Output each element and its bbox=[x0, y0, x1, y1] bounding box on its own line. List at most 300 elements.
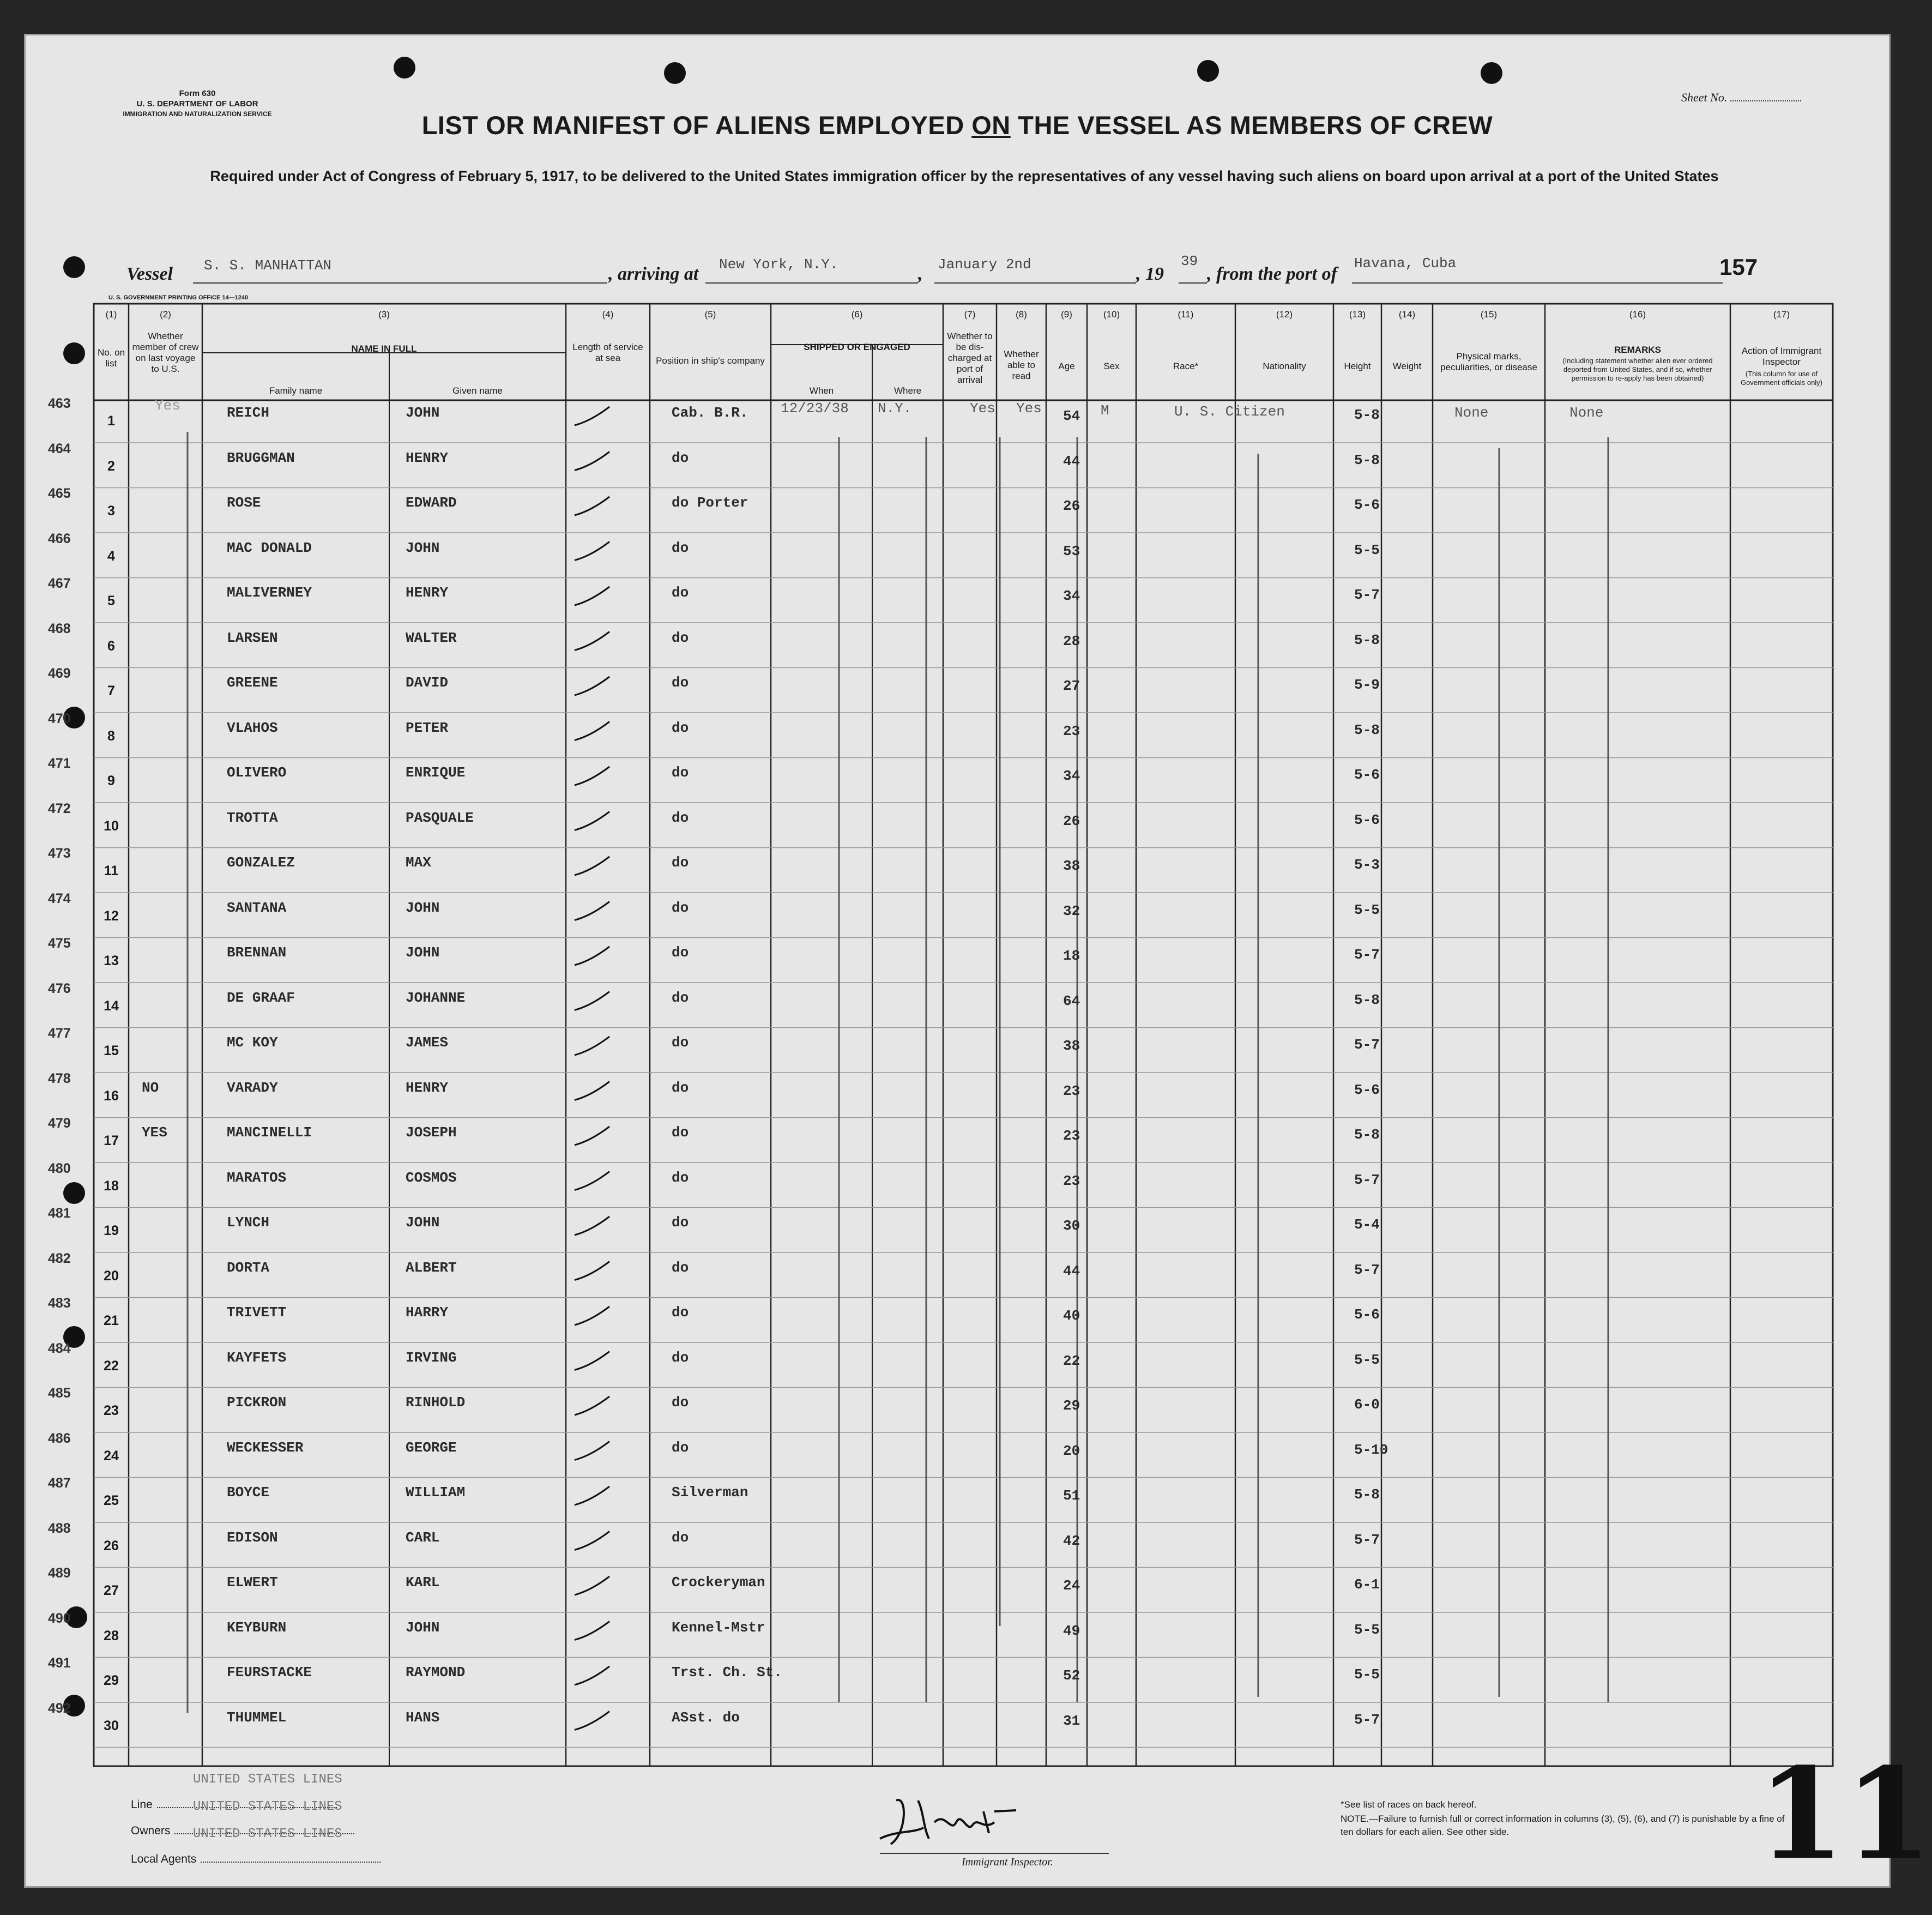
manifest-number: 474 bbox=[48, 890, 71, 906]
family-name: THUMMEL bbox=[227, 1709, 287, 1726]
given-name: COSMOS bbox=[406, 1169, 457, 1186]
manifest-sheet bbox=[24, 34, 1932, 1888]
col-num-16: (16) bbox=[1629, 309, 1646, 320]
height: 5-7 bbox=[1354, 1261, 1380, 1278]
header-discharged: Whether to be dis-charged at port of arrival bbox=[947, 331, 993, 385]
age: 52 bbox=[1063, 1667, 1080, 1684]
col-num-14: (14) bbox=[1398, 309, 1416, 320]
service-check-mark bbox=[575, 497, 609, 515]
col-num-8: (8) bbox=[1016, 309, 1027, 320]
height: 5-3 bbox=[1354, 857, 1380, 873]
height: 5-8 bbox=[1354, 451, 1380, 468]
arriving-label: , arriving at bbox=[608, 264, 699, 284]
given-name: RINHOLD bbox=[406, 1394, 466, 1411]
col-num-5: (5) bbox=[704, 309, 716, 320]
family-name: BOYCE bbox=[227, 1484, 270, 1501]
col-num-10: (10) bbox=[1103, 309, 1120, 320]
height: 5-6 bbox=[1354, 811, 1380, 828]
line-number: 18 bbox=[104, 1178, 119, 1194]
line-number: 5 bbox=[107, 593, 115, 609]
family-name: LARSEN bbox=[227, 629, 278, 646]
line-number: 29 bbox=[104, 1673, 119, 1688]
line-number: 11 bbox=[104, 863, 119, 878]
family-name: GONZALEZ bbox=[227, 854, 295, 871]
family-name: DORTA bbox=[227, 1259, 270, 1276]
height: 5-8 bbox=[1354, 991, 1380, 1008]
age: 27 bbox=[1063, 678, 1080, 694]
height: 5-8 bbox=[1354, 1486, 1380, 1503]
height: 5-7 bbox=[1354, 1037, 1380, 1053]
family-name: DE GRAAF bbox=[227, 989, 295, 1006]
header-height: Height bbox=[1344, 361, 1371, 371]
given-name: HENRY bbox=[406, 1079, 449, 1096]
position: do bbox=[672, 989, 689, 1006]
vessel-line: Vessel S. S. MANHATTAN , arriving at New York, N.Y. , January 2nd , 19 39 , from the port of Havana, Cuba 157 bbox=[126, 253, 1758, 284]
given-name: GEORGE bbox=[406, 1439, 457, 1456]
service-check-mark bbox=[575, 1622, 609, 1640]
line-number: 28 bbox=[104, 1628, 119, 1643]
header-inspector-note: (This column for use of Government officials only) bbox=[1740, 370, 1823, 387]
col-num-1: (1) bbox=[105, 309, 117, 320]
service-check-mark bbox=[575, 1486, 609, 1505]
position: do bbox=[672, 719, 689, 736]
discharged-value: Yes bbox=[970, 400, 995, 417]
inspector-label: Immigrant Inspector. bbox=[962, 1856, 1053, 1868]
col-num-11: (11) bbox=[1178, 309, 1194, 320]
service-check-mark bbox=[575, 1172, 609, 1190]
line-number: 12 bbox=[104, 908, 119, 924]
manifest-number: 487 bbox=[48, 1476, 71, 1491]
service-check-mark bbox=[575, 632, 609, 651]
age: 23 bbox=[1063, 1128, 1080, 1144]
service-check-mark bbox=[575, 587, 609, 605]
service-check-mark bbox=[575, 1532, 609, 1550]
height: 5-8 bbox=[1354, 631, 1380, 648]
position: do bbox=[672, 1124, 689, 1141]
age: 20 bbox=[1063, 1442, 1080, 1459]
races-note: *See list of races on back hereof. bbox=[1341, 1799, 1477, 1810]
year-prefix: , 19 bbox=[1136, 264, 1164, 284]
age: 26 bbox=[1063, 498, 1080, 514]
position: do bbox=[672, 1439, 689, 1456]
col-num-15: (15) bbox=[1480, 309, 1498, 320]
header-sex: Sex bbox=[1103, 361, 1120, 371]
given-name: EDWARD bbox=[406, 495, 457, 511]
age: 44 bbox=[1063, 1262, 1080, 1279]
manifest-number: 469 bbox=[48, 666, 71, 681]
given-name: HENRY bbox=[406, 585, 449, 601]
given-name: JOHN bbox=[406, 944, 440, 961]
height: 5-7 bbox=[1354, 1711, 1380, 1728]
col-num-13: (13) bbox=[1349, 309, 1366, 320]
line-number: 19 bbox=[104, 1223, 119, 1238]
height: 6-0 bbox=[1354, 1396, 1380, 1413]
service-name: IMMIGRATION AND NATURALIZATION SERVICE bbox=[123, 110, 272, 118]
race-nationality-value: U. S. Citizen bbox=[1174, 404, 1285, 420]
line-number: 21 bbox=[104, 1313, 119, 1328]
age: 44 bbox=[1063, 453, 1080, 469]
height: 5-7 bbox=[1354, 947, 1380, 963]
given-name: ENRIQUE bbox=[406, 764, 466, 781]
header-given-name: Given name bbox=[452, 386, 503, 396]
from-port: Havana, Cuba bbox=[1354, 255, 1457, 272]
line-value: UNITED STATES LINES bbox=[193, 1772, 342, 1787]
family-name: KEYBURN bbox=[227, 1619, 287, 1636]
family-name: MANCINELLI bbox=[227, 1124, 312, 1141]
page-number-stamp: 11 bbox=[1758, 1741, 1932, 1888]
agents-value: UNITED STATES LINES bbox=[193, 1827, 342, 1841]
given-name: JOHN bbox=[406, 1619, 440, 1636]
service-check-mark bbox=[575, 992, 609, 1010]
line-number: 27 bbox=[104, 1583, 119, 1598]
family-name: MC KOY bbox=[227, 1034, 278, 1051]
position: Kennel-Mstr bbox=[672, 1619, 765, 1636]
height: 5-7 bbox=[1354, 1531, 1380, 1548]
family-name: ROSE bbox=[227, 495, 261, 511]
position: Cab. B.R. bbox=[672, 405, 748, 421]
service-check-mark bbox=[575, 1037, 609, 1055]
given-name: HANS bbox=[406, 1709, 440, 1726]
manifest-number: 480 bbox=[48, 1160, 71, 1176]
manifest-number: 470 bbox=[48, 710, 71, 726]
header-physical-marks: Physical marks, peculiarities, or disease bbox=[1440, 351, 1537, 372]
given-name: JOHN bbox=[406, 539, 440, 556]
position: do bbox=[672, 539, 689, 556]
age: 23 bbox=[1063, 722, 1080, 739]
family-name: MAC DONALD bbox=[227, 539, 312, 556]
family-name: SANTANA bbox=[227, 899, 287, 916]
service-check-mark bbox=[575, 407, 609, 425]
family-name: OLIVERO bbox=[227, 764, 287, 781]
header-position: Position in ship's company bbox=[656, 356, 765, 366]
family-name: WECKESSER bbox=[227, 1439, 304, 1456]
line-number: 8 bbox=[107, 728, 115, 744]
manifest-number: 483 bbox=[48, 1296, 71, 1311]
crew-last-voyage: NO bbox=[142, 1079, 159, 1096]
age: 54 bbox=[1063, 408, 1080, 424]
given-name: PETER bbox=[406, 719, 449, 736]
family-name: MALIVERNEY bbox=[227, 585, 312, 601]
header-length-of-service: Length of service at sea bbox=[572, 342, 643, 363]
height: 5-4 bbox=[1354, 1217, 1380, 1233]
position: do bbox=[672, 854, 689, 871]
given-name: JOHN bbox=[406, 405, 440, 421]
line-number: 7 bbox=[107, 683, 115, 698]
family-name: BRUGGMAN bbox=[227, 449, 295, 466]
able-to-read-value: Yes bbox=[1016, 400, 1042, 417]
line-number: 2 bbox=[107, 458, 115, 474]
given-name: WILLIAM bbox=[406, 1484, 466, 1501]
crew-last-voyage: YES bbox=[142, 1124, 167, 1141]
service-check-mark bbox=[575, 1262, 609, 1280]
line-number: 10 bbox=[104, 818, 119, 834]
manifest-number: 484 bbox=[48, 1340, 71, 1356]
line-number: 26 bbox=[104, 1538, 119, 1553]
col-num-4: (4) bbox=[602, 309, 614, 320]
height: 5-6 bbox=[1354, 497, 1380, 513]
line-number: 4 bbox=[107, 548, 115, 564]
header-family-name: Family name bbox=[269, 386, 323, 396]
manifest-number: 492 bbox=[48, 1700, 71, 1716]
given-name: HARRY bbox=[406, 1304, 449, 1321]
header-name-in-full: NAME IN FULL bbox=[351, 344, 417, 354]
family-name: EDISON bbox=[227, 1529, 278, 1546]
line-number: 17 bbox=[104, 1133, 119, 1148]
height: 5-10 bbox=[1354, 1441, 1388, 1458]
service-check-mark bbox=[575, 1306, 609, 1325]
col-num-17: (17) bbox=[1773, 309, 1790, 320]
position: do bbox=[672, 1529, 689, 1546]
family-name: GREENE bbox=[227, 675, 278, 691]
position: do bbox=[672, 1394, 689, 1411]
position: Trst. Ch. St. bbox=[672, 1664, 782, 1681]
age: 64 bbox=[1063, 992, 1080, 1009]
printing-office-note: U. S. GOVERNMENT PRINTING OFFICE 14—1240 bbox=[108, 294, 249, 301]
service-check-mark bbox=[575, 1352, 609, 1370]
position: do bbox=[672, 944, 689, 961]
height: 5-7 bbox=[1354, 1171, 1380, 1188]
position: ASst. do bbox=[672, 1709, 740, 1726]
line-number: 1 bbox=[107, 413, 115, 429]
position: do bbox=[672, 1169, 689, 1186]
service-check-mark bbox=[575, 1217, 609, 1235]
position: do bbox=[672, 629, 689, 646]
position: do bbox=[672, 1304, 689, 1321]
height: 5-8 bbox=[1354, 407, 1380, 423]
sex-value: M bbox=[1101, 402, 1109, 419]
arrival-date: January 2nd bbox=[938, 256, 1031, 273]
line-number: 23 bbox=[104, 1403, 119, 1418]
page-subtitle: Required under Act of Congress of February 5, 1917, to be delivered to the United States immigration officer by the representatives of any vessel having such aliens on board upon arrival at a port of the United States bbox=[210, 168, 1719, 184]
line-label-text: Line bbox=[131, 1798, 153, 1811]
height: 5-9 bbox=[1354, 677, 1380, 693]
agents-label-text: Local Agents bbox=[131, 1853, 197, 1865]
header-inspector-action: Action of Immigrant Inspector bbox=[1741, 346, 1822, 367]
manifest-number: 490 bbox=[48, 1610, 71, 1626]
header-shipped-engaged: SHIPPED OR ENGAGED bbox=[804, 342, 910, 352]
manifest-number: 482 bbox=[48, 1250, 71, 1266]
shipped-when: 12/23/38 bbox=[781, 400, 849, 417]
position: do bbox=[672, 1079, 689, 1096]
family-name: VLAHOS bbox=[227, 719, 278, 736]
position: do bbox=[672, 1349, 689, 1366]
given-name: JOHANNE bbox=[406, 989, 466, 1006]
line-number: 3 bbox=[107, 503, 115, 519]
manifest-number: 479 bbox=[48, 1116, 71, 1131]
position: do bbox=[672, 764, 689, 781]
age: 23 bbox=[1063, 1082, 1080, 1099]
agents-label bbox=[131, 1853, 381, 1866]
position: do bbox=[672, 585, 689, 601]
family-name: VARADY bbox=[227, 1079, 278, 1096]
header-last-voyage: Whether member of crew on last voyage to U.S. bbox=[132, 331, 199, 374]
height: 5-5 bbox=[1354, 901, 1380, 918]
col-num-12: (12) bbox=[1276, 309, 1293, 320]
position: Crockeryman bbox=[672, 1574, 765, 1591]
height: 5-5 bbox=[1354, 1351, 1380, 1368]
given-name: IRVING bbox=[406, 1349, 457, 1366]
line-number: 16 bbox=[104, 1088, 119, 1104]
height: 6-1 bbox=[1354, 1576, 1380, 1593]
physical-marks-value: None bbox=[1454, 405, 1489, 421]
age: 51 bbox=[1063, 1488, 1080, 1504]
age: 38 bbox=[1063, 858, 1080, 874]
service-check-mark bbox=[575, 857, 609, 875]
age: 49 bbox=[1063, 1622, 1080, 1639]
family-name: BRENNAN bbox=[227, 944, 287, 961]
line-number: 24 bbox=[104, 1448, 119, 1464]
age: 40 bbox=[1063, 1308, 1080, 1324]
line-number: 13 bbox=[104, 953, 119, 968]
arrival-year: 39 bbox=[1181, 253, 1198, 269]
title-part: THE VESSEL AS MEMBERS OF CREW bbox=[1010, 111, 1493, 140]
service-check-mark bbox=[575, 812, 609, 830]
penalty-note: NOTE.—Failure to furnish full or correct information in columns (3), (5), (6), and (7) is punishable by a fine of ten dollars for each alien. See other side. bbox=[1341, 1814, 1785, 1837]
given-name: JOHN bbox=[406, 1214, 440, 1231]
line-number: 15 bbox=[104, 1043, 119, 1058]
manifest-number: 475 bbox=[48, 936, 71, 951]
height: 5-6 bbox=[1354, 767, 1380, 783]
service-check-mark bbox=[575, 767, 609, 785]
service-check-mark bbox=[575, 1576, 609, 1595]
family-name: MARATOS bbox=[227, 1169, 287, 1186]
position: do Porter bbox=[672, 495, 748, 511]
col-num-9: (9) bbox=[1061, 309, 1072, 320]
title-part-underlined: ON bbox=[971, 111, 1011, 140]
header-no-on-list: No. on list bbox=[97, 347, 125, 369]
given-name: KARL bbox=[406, 1574, 440, 1591]
service-check-mark bbox=[575, 1666, 609, 1685]
family-name: LYNCH bbox=[227, 1214, 270, 1231]
age: 42 bbox=[1063, 1532, 1080, 1549]
header-age: Age bbox=[1058, 361, 1075, 371]
header-remarks-note: (Including statement whether alien ever ordered deported from United States, and if so, whether permission to re-apply has been obtained) bbox=[1562, 357, 1713, 382]
manifest-number: 471 bbox=[48, 756, 71, 771]
service-check-mark bbox=[575, 722, 609, 740]
service-check-mark bbox=[575, 677, 609, 695]
manifest-number: 478 bbox=[48, 1070, 71, 1086]
page-stamp-number: 157 bbox=[1719, 254, 1758, 280]
given-name: ALBERT bbox=[406, 1259, 457, 1276]
col-num-2: (2) bbox=[160, 309, 171, 320]
given-name: JOSEPH bbox=[406, 1124, 457, 1141]
arrival-port: New York, N.Y. bbox=[719, 256, 838, 273]
manifest-number: 468 bbox=[48, 621, 71, 636]
position: do bbox=[672, 1259, 689, 1276]
service-check-mark bbox=[575, 902, 609, 920]
manifest-number: 485 bbox=[48, 1386, 71, 1401]
remarks-value: None bbox=[1569, 405, 1604, 421]
height: 5-5 bbox=[1354, 541, 1380, 558]
service-check-mark bbox=[575, 1127, 609, 1145]
manifest-number: 466 bbox=[48, 531, 71, 546]
service-check-mark bbox=[575, 1396, 609, 1415]
age: 34 bbox=[1063, 768, 1080, 784]
vessel-label: Vessel bbox=[126, 264, 173, 284]
age: 23 bbox=[1063, 1172, 1080, 1189]
given-name: DAVID bbox=[406, 675, 449, 691]
manifest-number: 473 bbox=[48, 846, 71, 861]
age: 18 bbox=[1063, 948, 1080, 964]
line-number: 9 bbox=[107, 773, 115, 788]
age: 22 bbox=[1063, 1352, 1080, 1369]
height: 5-6 bbox=[1354, 1306, 1380, 1323]
family-name: PICKRON bbox=[227, 1394, 287, 1411]
header-able-to-read: Whether able to read bbox=[1004, 349, 1039, 381]
age: 31 bbox=[1063, 1712, 1080, 1729]
age: 32 bbox=[1063, 902, 1080, 919]
age: 53 bbox=[1063, 543, 1080, 559]
family-name: KAYFETS bbox=[227, 1349, 287, 1366]
manifest-number: 481 bbox=[48, 1206, 71, 1221]
height: 5-5 bbox=[1354, 1621, 1380, 1638]
line-number: 6 bbox=[107, 638, 115, 654]
service-check-mark bbox=[575, 1082, 609, 1100]
manifest-number: 463 bbox=[48, 396, 71, 411]
title-part: LIST OR MANIFEST OF ALIENS EMPLOYED bbox=[421, 111, 972, 140]
manifest-number: 477 bbox=[48, 1026, 71, 1041]
position: Silverman bbox=[672, 1484, 748, 1501]
department-name: U. S. DEPARTMENT OF LABOR bbox=[136, 99, 258, 109]
age: 24 bbox=[1063, 1577, 1080, 1594]
given-name: MAX bbox=[406, 854, 431, 871]
crew-last-voyage-first: Yes bbox=[155, 398, 180, 414]
given-name: RAYMOND bbox=[406, 1664, 466, 1681]
given-name: HENRY bbox=[406, 449, 449, 466]
position: do bbox=[672, 1034, 689, 1051]
line-number: 20 bbox=[104, 1268, 119, 1284]
position: do bbox=[672, 1214, 689, 1231]
age: 29 bbox=[1063, 1398, 1080, 1414]
sheet-number-label: Sheet No. bbox=[1681, 91, 1728, 104]
header-nationality: Nationality bbox=[1263, 361, 1306, 371]
manifest-number: 467 bbox=[48, 576, 71, 591]
height: 5-6 bbox=[1354, 1081, 1380, 1098]
family-name: FEURSTACKE bbox=[227, 1664, 312, 1681]
family-name: REICH bbox=[227, 405, 270, 421]
family-name: TROTTA bbox=[227, 809, 278, 826]
shipped-where: N.Y. bbox=[878, 400, 912, 417]
height: 5-7 bbox=[1354, 587, 1380, 603]
given-name: PASQUALE bbox=[406, 809, 474, 826]
owners-value: UNITED STATES LINES bbox=[193, 1799, 342, 1814]
header-weight: Weight bbox=[1392, 361, 1422, 371]
manifest-number: 465 bbox=[48, 486, 71, 501]
height: 5-8 bbox=[1354, 1127, 1380, 1143]
position: do bbox=[672, 899, 689, 916]
header-when: When bbox=[809, 386, 834, 396]
service-check-mark bbox=[575, 542, 609, 561]
service-check-mark bbox=[575, 947, 609, 965]
age: 28 bbox=[1063, 633, 1080, 649]
age: 38 bbox=[1063, 1038, 1080, 1054]
form-number: Form 630 bbox=[179, 89, 216, 98]
manifest-number: 464 bbox=[48, 441, 71, 456]
position: do bbox=[672, 675, 689, 691]
manifest-number: 488 bbox=[48, 1520, 71, 1536]
height: 5-5 bbox=[1354, 1666, 1380, 1683]
header-remarks: REMARKS bbox=[1614, 345, 1661, 355]
given-name: WALTER bbox=[406, 629, 457, 646]
given-name: JOHN bbox=[406, 899, 440, 916]
given-name: CARL bbox=[406, 1529, 440, 1546]
line-number: 22 bbox=[104, 1358, 119, 1374]
inspector-signature bbox=[874, 1779, 1103, 1860]
col-num-6: (6) bbox=[851, 309, 863, 320]
owners-label-text: Owners bbox=[131, 1824, 171, 1837]
line-number: 25 bbox=[104, 1493, 119, 1508]
service-check-mark bbox=[575, 452, 609, 471]
